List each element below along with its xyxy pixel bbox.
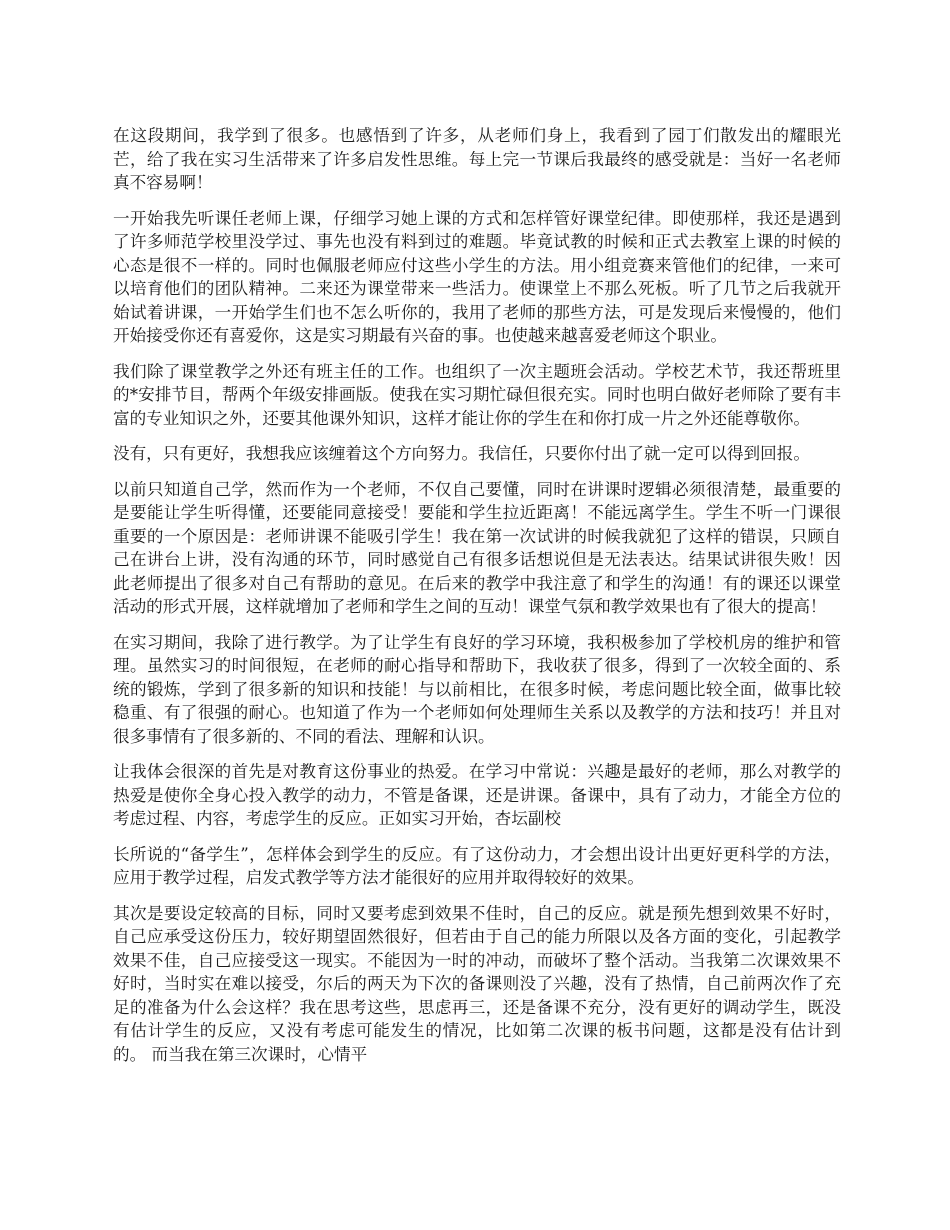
paragraph-1: 在这段期间，我学到了很多。也感悟到了许多，从老师们身上，我看到了园丁们散发出的耀眼光芒，给了我在实习生活带来了许多启发性思维。每上完一节课后我最终的感受就是：当好一名老师真不容易啊！ (113, 126, 841, 192)
paragraph-5: 以前只知道自己学，然而作为一个老师，不仅自己要懂，同时在讲课时逻辑必须很清楚，最重要的是要能让学生听得懂，还要能同意接受！要能和学生拉近距离！不能远离学生。学生不听一门课很重要的一个原因是：老师讲课不能吸引学生！我在第一次试讲的时候我就犯了这样的错误，只顾自己在讲台上讲，没有沟通的环节，同时感觉自己有很多话想说但是无法表达。结果试讲很失败！因此老师提出了很多对自己有帮助的意见。在后来的教学中我注意了和学生的沟通！有的课还以课堂活动的形式开展，这样就增加了老师和学生之间的互动！课堂气氛和教学效果也有了很大的提高！ (113, 479, 841, 616)
document-body (113, 124, 841, 1078)
paragraph-3: 我们除了课堂教学之外还有班主任的工作。也组织了一次主题班会活动。学校艺术节，我还帮班里的*安排节目，帮两个年级安排画版。使我在实习期忙碌但很充实。同时也明白做好老师除了要有丰富的专业知识之外，还要其他课外知识，这样才能让你的学生在和你打成一片之外还能尊敬你。 (113, 361, 841, 428)
paragraph-7: 让我体会很深的首先是对教育这份事业的热爱。在学习中常说：兴趣是最好的老师，那么对教学的热爱是使你全身心投入教学的动力，不管是备课，还是讲课。备课中，具有了动力，才能全方位的考虑过程、内容，考虑学生的反应。正如实习开始，杏坛副校 (113, 762, 841, 828)
paragraph-6: 在实习期间，我除了进行教学。为了让学生有良好的学习环境，我积极参加了学校机房的维护和管理。虽然实习的时间很短，在老师的耐心指导和帮助下，我收获了很多，得到了一次较全面的、系统的锻炼，学到了很多新的知识和技能！与以前相比，在很多时候，考虑问题比较全面，做事比较稳重、有了很强的耐心。也知道了作为一个老师如何处理师生关系以及教学的方法和技巧！并且对很多事情有了很多新的、不同的看法、理解和认识。 (113, 632, 841, 746)
paragraph-2: 一开始我先听课任老师上课，仔细学习她上课的方式和怎样管好课堂纪律。即使那样，我还是遇到了许多师范学校里没学过、事先也没有料到过的难题。毕竟试教的时候和正式去教室上课的时候的心态是很不一样的。同时也佩服老师应付这些小学生的方法。用小组竞赛来管他们的纪律，一来可以培育他们的团队精神。二来还为课堂带来一些活力。使课堂上不那么死板。听了几节之后我就开始试着讲课，一开始学生们也不怎么听你的，我用了老师的那些方法，可是发现后来慢慢的，他们开始接受你还有喜爱你，这是实习期最有兴奋的事。也使越来越喜爱老师这个职业。 (113, 208, 841, 345)
paragraph-9: 其次是要设定较高的目标，同时又要考虑到效果不佳时，自己的反应。就是预先想到效果不好时，自己应承受这份压力，较好期望固然很好，但若由于自己的能力所限以及各方面的变化，引起教学效果不佳，自己应接受这一现实。不能因为一时的冲动，而破坏了整个活动。当我第二次课效果不好时，当时实在难以接受，尔后的两天为下次的备课则没了兴趣，没有了热情，自己前两次作了充足的准备为什么会这样？我在思考这些，思虑再三，还是备课不充分，没有更好的调动学生，既没有估计学生的反应，又没有考虑可能发生的情况，比如第二次课的板书问题，这都是没有估计到的。 而当我在第三次课时，心情平 (113, 903, 841, 1064)
paragraph-8: 长所说的“备学生”，怎样体会到学生的反应。有了这份动力，才会想出设计出更好更科学的方法，应用于教学过程，启发式教学等方法才能很好的应用并取得较好的效果。 (113, 844, 841, 887)
paragraph-4: 没有，只有更好，我想我应该缠着这个方向努力。我信任，只要你付出了就一定可以得到回报。 (113, 444, 810, 463)
